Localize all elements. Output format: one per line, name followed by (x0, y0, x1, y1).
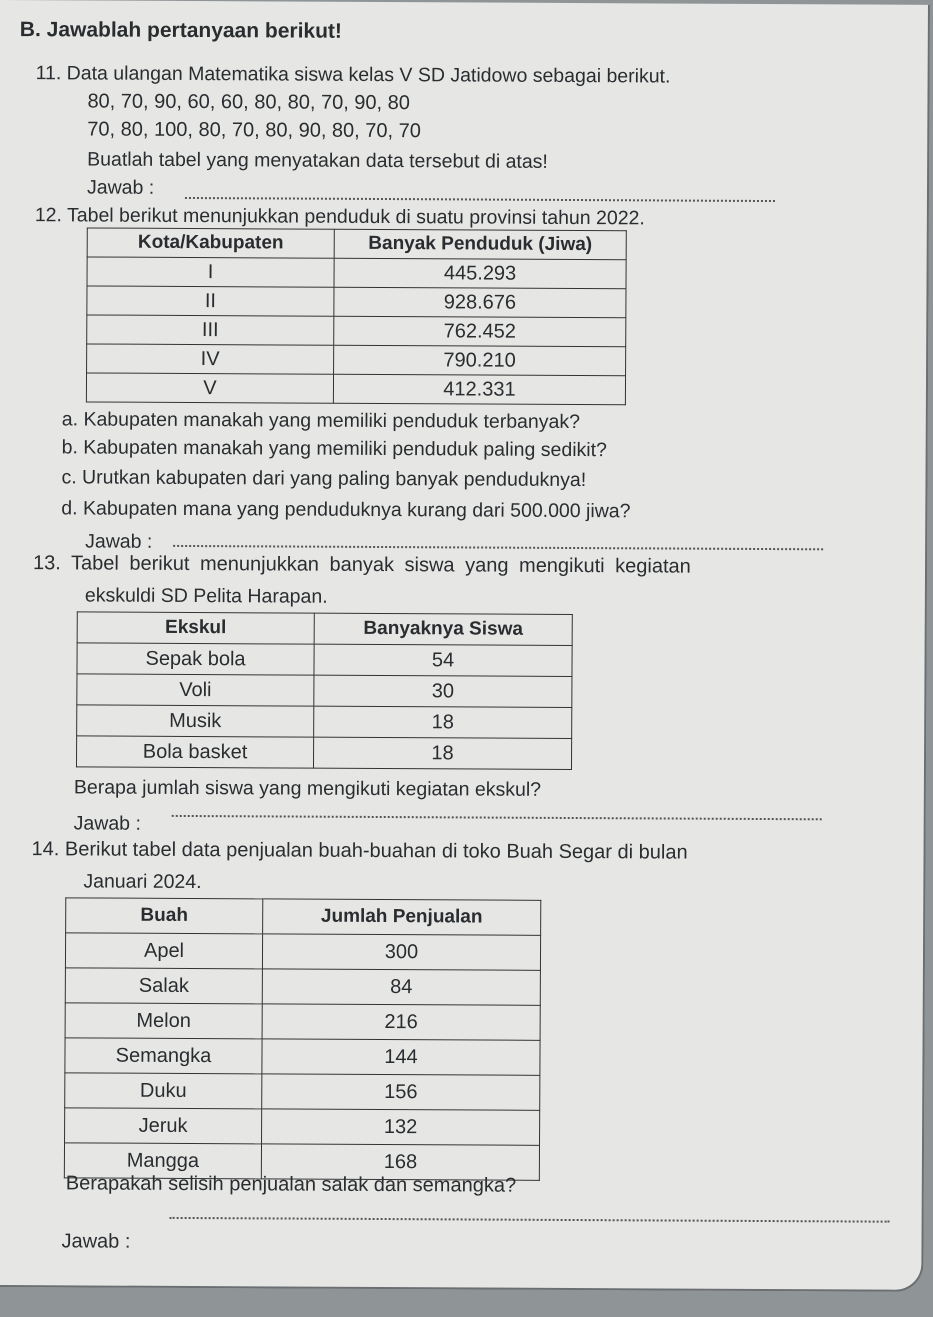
q11-answer-line[interactable] (185, 197, 775, 202)
table-cell: V (86, 373, 333, 403)
q12-answer-label: Jawab : (85, 530, 153, 553)
q11-answer-label: Jawab : (86, 176, 155, 199)
table-row (86, 373, 625, 405)
fruit-sales-table (64, 897, 541, 1180)
q14-answer-line[interactable] (170, 1217, 890, 1223)
q12-question-c: c. Urutkan kabupaten dari yang paling banyak penduduknya! (61, 466, 587, 492)
table-cell: 18 (314, 706, 572, 738)
table-cell: 18 (313, 737, 571, 769)
table-row (77, 674, 572, 708)
ekskul-table (76, 611, 573, 770)
q14-text-line1: 14. Berikut tabel data penjualan buah-buahan di toko Buah Segar di bulan (31, 838, 688, 864)
header-cell: Banyak Penduduk (Jiwa) (334, 229, 626, 260)
table-cell: 132 (262, 1109, 540, 1145)
q14-question: Berapakah selisih penjualan salak dan semangka? (65, 1172, 517, 1197)
table-row (77, 705, 572, 739)
table-cell: Jeruk (65, 1108, 262, 1144)
table-cell: Duku (65, 1073, 262, 1109)
q13-text-line1: 13. Tabel berikut menunjukkan banyak siswa yang mengikuti kegiatan (32, 552, 691, 578)
table-cell: 300 (262, 934, 540, 970)
table-cell: Sepak bola (77, 643, 314, 675)
q13-text-line2: ekskuldi SD Pelita Harapan. (84, 584, 328, 608)
table-cell: 445.293 (334, 258, 626, 289)
table-cell: III (87, 315, 334, 345)
header-cell: Banyaknya Siswa (314, 613, 572, 645)
header-cell: Jumlah Penjualan (263, 899, 541, 935)
table-cell: Musik (77, 705, 314, 737)
table-cell: 412.331 (333, 374, 625, 405)
table-cell: 216 (262, 1004, 540, 1040)
q12-answer-line[interactable] (173, 545, 823, 550)
header-cell: Buah (66, 898, 263, 934)
q11-text: 11. Data ulangan Matematika siswa kelas V SD Jatidowo sebagai berikut. (35, 62, 671, 88)
table-cell: Salak (65, 968, 262, 1004)
header-cell: Kota/Kabupaten (87, 228, 334, 258)
table-row (65, 1108, 540, 1145)
table-cell: Apel (65, 933, 262, 969)
table-cell: Mangga (64, 1143, 261, 1179)
table-row (65, 1038, 540, 1075)
table-row (65, 1003, 540, 1040)
table-cell: II (87, 286, 334, 316)
q14-answer-label: Jawab : (61, 1230, 131, 1253)
table-row (87, 315, 626, 347)
table-cell: 84 (262, 969, 540, 1005)
table-row (76, 736, 571, 770)
q13-question: Berapa jumlah siswa yang mengikuti kegiatan ekskul? (73, 776, 542, 801)
table-cell: 30 (314, 675, 572, 707)
section-title: B. Jawablah pertanyaan berikut! (19, 18, 343, 43)
table-cell: 762.452 (334, 316, 626, 347)
table-cell: 54 (314, 644, 572, 676)
q13-answer-label: Jawab : (73, 812, 141, 835)
header-cell: Ekskul (77, 612, 314, 644)
table-header-row (87, 228, 626, 260)
q14-text-line2: Januari 2024. (83, 870, 202, 894)
q13-answer-line[interactable] (172, 815, 822, 820)
q11-data-line1: 80, 70, 90, 60, 60, 80, 80, 70, 90, 80 (87, 90, 411, 115)
table-cell: 168 (261, 1144, 539, 1180)
table-row (65, 933, 540, 970)
table-cell: 144 (262, 1039, 540, 1075)
table-row (87, 257, 626, 289)
table-header-row (77, 612, 572, 646)
table-row (87, 344, 626, 376)
q11-instruction: Buatlah tabel yang menyatakan data tersebut di atas! (87, 148, 548, 173)
table-row (65, 1073, 540, 1110)
q12-text: 12. Tabel berikut menunjukkan penduduk di suatu provinsi tahun 2022. (34, 204, 645, 230)
table-cell: 928.676 (334, 287, 626, 318)
table-cell: I (87, 257, 334, 287)
table-cell: Voli (77, 674, 314, 706)
table-row (65, 968, 540, 1005)
q12-question-b: b. Kabupaten manakah yang memiliki penduduk paling sedikit? (61, 436, 607, 462)
q11-data-line2: 70, 80, 100, 80, 70, 80, 90, 80, 70, 70 (87, 118, 421, 143)
table-cell: Melon (65, 1003, 262, 1039)
table-row (87, 286, 626, 318)
table-row (77, 643, 572, 677)
table-cell: 156 (262, 1074, 540, 1110)
table-cell: 790.210 (334, 345, 626, 376)
q12-question-d: d. Kabupaten mana yang penduduknya kurang dari 500.000 jiwa? (61, 497, 631, 523)
table-header-row (66, 898, 541, 935)
population-table (86, 227, 627, 405)
table-cell: IV (87, 344, 334, 374)
q12-question-a: a. Kabupaten manakah yang memiliki penduduk terbanyak? (61, 408, 581, 434)
table-cell: Semangka (65, 1038, 262, 1074)
table-cell: Bola basket (76, 736, 313, 768)
